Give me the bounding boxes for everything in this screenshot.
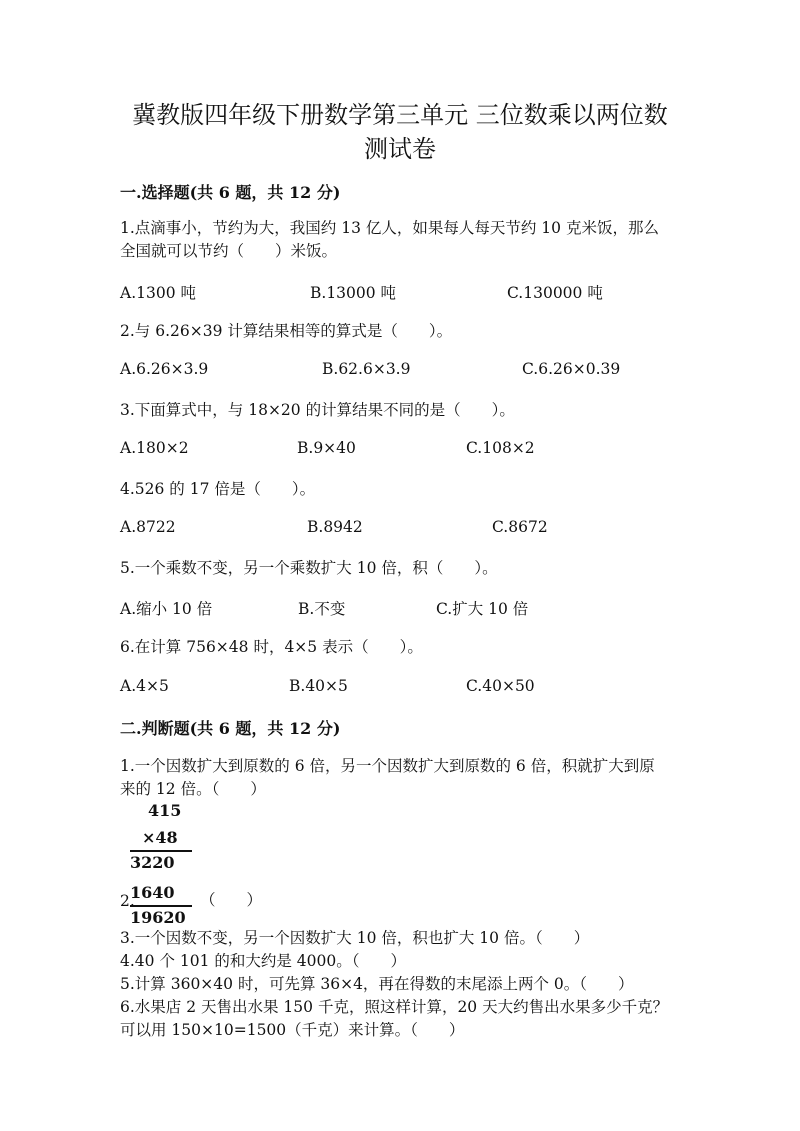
- option-a: A.8722: [120, 518, 176, 536]
- option-b: B.13000 吨: [310, 284, 397, 302]
- option-a: A.6.26×3.9: [120, 360, 209, 378]
- option-b: B.40×5: [289, 677, 348, 695]
- judgement-question-4: 4.40 个 101 的和大约是 4000。（ ）: [120, 952, 407, 970]
- partial-product-1: 3220: [130, 853, 175, 872]
- question-stem-line: 1.一个因数扩大到原数的 6 倍，另一个因数扩大到原数的 6 倍，积就扩大到原: [120, 757, 655, 775]
- calc-line: [130, 850, 192, 852]
- calc-line: [130, 905, 192, 907]
- option-a: A.180×2: [120, 439, 189, 457]
- final-product: 19620: [130, 908, 186, 927]
- question-stem-line: 全国就可以节约（ ）米饭。: [120, 242, 338, 260]
- choice-question-6: 6.在计算 756×48 时，4×5 表示（ ）。: [120, 638, 423, 656]
- option-c: C.6.26×0.39: [522, 360, 621, 378]
- option-b: B.不变: [298, 600, 346, 618]
- judgement-question-2-number: 2.: [120, 892, 135, 910]
- option-a: A.缩小 10 倍: [120, 600, 213, 618]
- option-a: A.4×5: [120, 677, 169, 695]
- judgement-question-5: 5.计算 360×40 时，可先算 36×4，再在得数的末尾添上两个 0。（ ）: [120, 975, 634, 993]
- judgement-question-6: [120, 996, 680, 1042]
- choice-question-1: [120, 217, 680, 263]
- question-stem-line: 6.水果店 2 天售出水果 150 千克，照这样计算，20 天大约售出水果多少千克？: [120, 998, 669, 1016]
- question-stem-line: 来的 12 倍。（ ）: [120, 780, 266, 798]
- judgement-question-3: 3.一个因数不变，另一个因数扩大 10 倍，积也扩大 10 倍。（ ）: [120, 929, 590, 947]
- choice-question-3: 3.下面算式中，与 18×20 的计算结果不同的是（ ）。: [120, 401, 515, 419]
- option-c: C.40×50: [466, 677, 535, 695]
- option-b: B.62.6×3.9: [322, 360, 411, 378]
- multiplier: ×48: [142, 828, 178, 847]
- option-c: C.扩大 10 倍: [436, 600, 529, 618]
- section-heading-choice: 一.选择题(共 6 题，共 12 分): [120, 183, 341, 202]
- choice-question-2: 2.与 6.26×39 计算结果相等的算式是（ ）。: [120, 322, 453, 340]
- option-c: C.8672: [492, 518, 548, 536]
- option-b: B.9×40: [297, 439, 356, 457]
- choice-question-5: 5.一个乘数不变，另一个乘数扩大 10 倍，积（ ）。: [120, 559, 498, 577]
- page-title-line2: 测试卷: [364, 135, 436, 163]
- option-a: A.1300 吨: [120, 284, 196, 302]
- option-c: C.130000 吨: [507, 284, 603, 302]
- section-heading-judgement: 二.判断题(共 6 题，共 12 分): [120, 719, 341, 738]
- multiplicand: 415: [148, 801, 182, 820]
- option-b: B.8942: [307, 518, 363, 536]
- page-title-line1: 冀教版四年级下册数学第三单元 三位数乘以两位数: [132, 101, 668, 129]
- partial-product-2: 1640: [130, 883, 175, 902]
- question-stem-line: 1.点滴事小，节约为大，我国约 13 亿人，如果每人每天节约 10 克米饭，那么: [120, 219, 659, 237]
- choice-question-4: 4.526 的 17 倍是（ ）。: [120, 480, 316, 498]
- question-stem-line: 可以用 150×10=1500（千克）来计算。（ ）: [120, 1021, 465, 1039]
- answer-blank: （ ）: [200, 891, 263, 909]
- option-c: C.108×2: [466, 439, 535, 457]
